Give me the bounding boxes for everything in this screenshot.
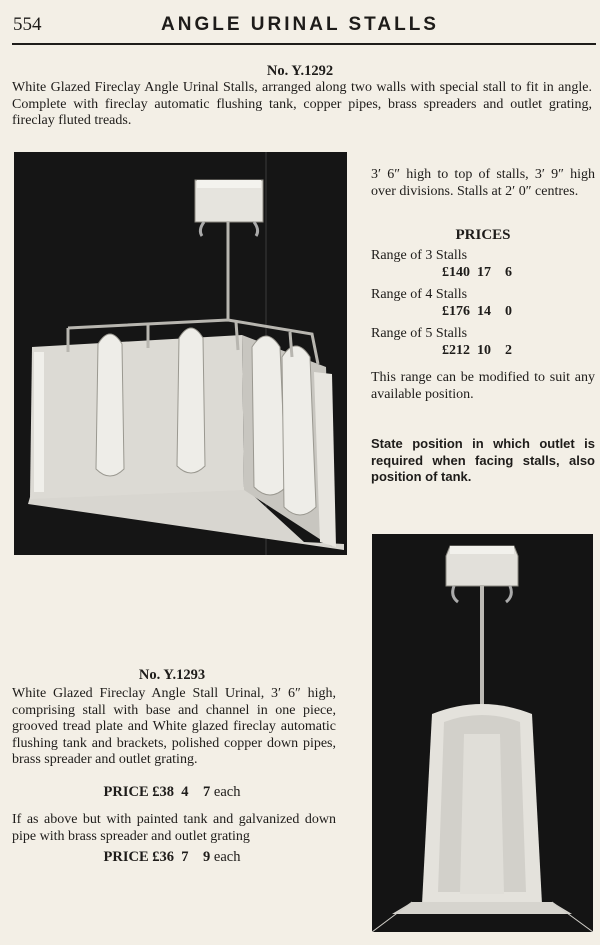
stall-dimensions: 3′ 6″ high to top of stalls, 3′ 9″ high over divisions. Stalls at 2′ 0″ centres. — [371, 167, 595, 199]
price-2-label: PRICE £36 — [103, 849, 175, 865]
angle-urinal-stalls-photo — [14, 152, 347, 555]
urinal-stalls-illustration — [14, 152, 347, 555]
page-title: ANGLE URINAL STALLS — [161, 14, 439, 35]
single-stall-illustration — [372, 534, 593, 932]
price-1-label: PRICE £38 — [103, 784, 175, 800]
price-1-amount: 4 7 — [174, 784, 211, 800]
range-4-stalls-label: Range of 4 Stalls — [371, 287, 468, 302]
modification-note: This range can be modified to suit any available position. — [371, 370, 595, 402]
price-2-amount: 7 9 — [174, 849, 211, 865]
angle-stall-urinal-photo — [372, 534, 593, 932]
header-rule — [12, 43, 596, 45]
product-number-y1293: No. Y.1293 — [138, 667, 206, 683]
product-description-y1293: White Glazed Fireclay Angle Stall Urinal, 3′ 6″ high, comprising stall with base and channel in one piece, grooved tread plate and White glazed fireclay automatic flushing tank and brackets, polished copper down pipes, brass spreader and outlet grating. — [12, 686, 336, 767]
prices-heading: PRICES — [455, 227, 511, 243]
price-line-1 — [12, 784, 332, 801]
page-number: 554 — [13, 14, 42, 35]
price-1-each: each — [213, 784, 241, 800]
range-5-stalls-price: £212 10 2 — [442, 343, 512, 358]
range-3-stalls-price: £140 17 6 — [442, 265, 512, 280]
range-4-stalls-price: £176 14 0 — [442, 304, 512, 319]
product-description-y1292: White Glazed Fireclay Angle Urinal Stalls, arranged along two walls with special stall to fit in angle. Complete with fireclay automatic flushing tank, copper pipes, brass spreaders and outlet grating, fireclay fluted treads. — [12, 80, 592, 128]
outlet-position-note: State position in which outlet is required when facing stalls, also position of tank. — [371, 436, 595, 484]
alternative-description: If as above but with painted tank and galvanized down pipe with brass spreader and outlet grating — [12, 812, 336, 844]
price-2-each: each — [213, 849, 241, 865]
price-line-2 — [12, 849, 332, 866]
range-5-stalls-label: Range of 5 Stalls — [371, 326, 468, 341]
product-number-y1292: No. Y.1292 — [266, 63, 334, 79]
range-3-stalls-label: Range of 3 Stalls — [371, 248, 468, 263]
